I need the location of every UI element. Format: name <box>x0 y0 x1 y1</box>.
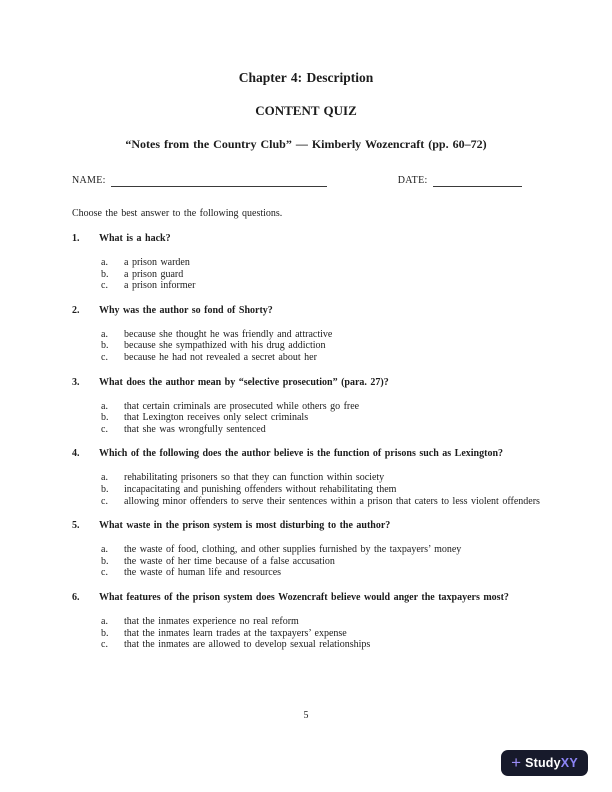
question-text: What features of the prison system does Wozencraft believe would anger the taxpayers most? <box>99 591 509 603</box>
logo-text-primary: Study <box>525 756 561 770</box>
question-6 <box>72 592 540 651</box>
option-row <box>101 352 540 364</box>
question-text: Which of the following does the author believe is the function of prisons such as Lexington? <box>99 448 504 460</box>
question-number: 1. <box>72 233 80 244</box>
logo-text-accent: XY <box>560 756 578 770</box>
option-row <box>101 628 540 640</box>
option-row <box>101 280 540 292</box>
option-letter: a. <box>101 472 108 484</box>
option-letter: a. <box>101 257 108 268</box>
option-text: that the inmates experience no real reform <box>124 615 299 627</box>
page-number: 5 <box>303 710 309 721</box>
question-text: Why was the author so fond of Shorty? <box>99 304 273 316</box>
question-number: 3. <box>72 376 80 388</box>
question-1 <box>72 233 540 292</box>
date-blank-line <box>433 175 522 187</box>
option-text: a prison guard <box>124 268 184 280</box>
question-number: 5. <box>72 520 80 532</box>
option-text: because she sympathized with his drug addiction <box>124 340 326 352</box>
option-text: rehabilitating prisoners so that they can function within society <box>124 472 385 484</box>
option-row <box>101 329 540 341</box>
name-date-row <box>72 175 540 187</box>
option-letter: c. <box>101 351 108 363</box>
date-label: DATE: <box>397 175 428 186</box>
option-text: because he had not revealed a secret about her <box>124 351 317 363</box>
option-text: because she thought he was friendly and attractive <box>124 328 333 340</box>
name-label: NAME: <box>72 175 106 186</box>
option-text: the waste of her time because of a false accusation <box>124 555 335 567</box>
option-row <box>101 401 540 413</box>
option-letter: c. <box>101 639 108 651</box>
option-text: the waste of food, clothing, and other supplies furnished by the taxpayers’ money <box>124 544 462 556</box>
studyxy-logo[interactable] <box>501 750 588 776</box>
document-body <box>0 70 612 651</box>
option-text: incapacitating and punishing offenders without rehabilitating them <box>124 483 397 495</box>
option-letter: a. <box>101 328 108 340</box>
option-text: a prison informer <box>124 280 196 292</box>
source-line: “Notes from the Country Club” — Kimberly Wozencraft (pp. 60–72) <box>125 137 487 151</box>
option-letter: a. <box>101 615 108 627</box>
question-5 <box>72 520 540 579</box>
option-row <box>101 269 540 281</box>
option-letter: c. <box>101 567 108 579</box>
question-number: 6. <box>72 591 80 603</box>
option-text: the waste of human life and resources <box>124 567 282 579</box>
option-letter: b. <box>101 483 109 495</box>
option-row <box>101 556 540 568</box>
question-3 <box>72 377 540 436</box>
option-letter: a. <box>101 400 108 412</box>
option-letter: c. <box>101 495 108 507</box>
plus-icon: + <box>511 752 522 772</box>
option-letter: c. <box>101 423 108 435</box>
option-row <box>101 472 540 484</box>
option-row <box>101 544 540 556</box>
name-blank-line <box>111 175 327 187</box>
option-row <box>101 424 540 436</box>
option-letter: b. <box>101 268 109 280</box>
option-letter: b. <box>101 627 109 639</box>
option-letter: b. <box>101 555 109 567</box>
option-text: that Lexington receives only select criminals <box>124 412 309 424</box>
option-row <box>101 412 540 424</box>
question-number: 2. <box>72 304 80 316</box>
question-text: What does the author mean by “selective prosecution” (para. 27)? <box>99 376 389 388</box>
option-row <box>101 616 540 628</box>
option-text: allowing minor offenders to serve their sentences within a prison that caters to less violent offenders <box>124 495 540 507</box>
option-row <box>101 484 540 496</box>
option-text: that she was wrongfully sentenced <box>124 423 266 435</box>
question-text: What is a hack? <box>99 233 171 244</box>
question-text: What waste in the prison system is most disturbing to the author? <box>99 520 391 532</box>
option-letter: b. <box>101 412 109 424</box>
option-row <box>101 639 540 651</box>
option-letter: b. <box>101 340 109 352</box>
question-4 <box>72 448 540 507</box>
chapter-title: Chapter 4: Description <box>238 70 374 85</box>
quiz-title: CONTENT QUIZ <box>255 103 357 118</box>
option-letter: a. <box>101 544 108 556</box>
option-row <box>101 340 540 352</box>
option-row <box>101 567 540 579</box>
option-text: that certain criminals are prosecuted while others go free <box>124 400 360 412</box>
question-2 <box>72 305 540 364</box>
option-letter: c. <box>101 280 108 292</box>
question-number: 4. <box>72 448 80 460</box>
option-text: that the inmates learn trades at the taxpayers’ expense <box>124 627 347 639</box>
instructions-text: Choose the best answer to the following questions. <box>72 208 283 219</box>
option-row <box>101 496 540 508</box>
option-text: a prison warden <box>124 257 190 268</box>
option-row <box>101 257 540 269</box>
option-text: that the inmates are allowed to develop sexual relationships <box>124 639 371 651</box>
